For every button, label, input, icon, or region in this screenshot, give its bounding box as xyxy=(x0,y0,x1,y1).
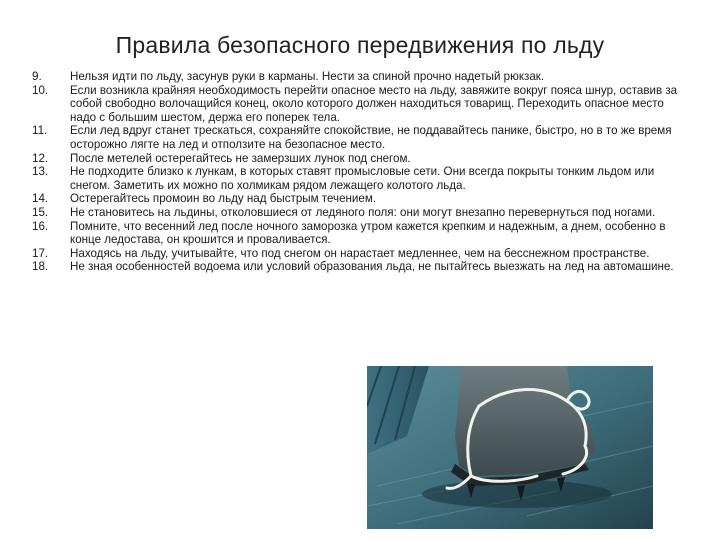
list-item xyxy=(32,70,687,84)
rule-text: Нельзя идти по льду, засунув руки в карманы. Нести за спиной прочно надетый рюкзак. xyxy=(70,70,545,83)
list-item xyxy=(32,247,687,261)
rule-number: 10. xyxy=(32,83,49,97)
rule-text: Находясь на льду, учитывайте, что под снегом он нарастает медленнее, чем на бесснежном пространстве. xyxy=(70,246,650,260)
rule-number: 11. xyxy=(32,124,48,138)
list-item xyxy=(32,192,687,206)
rule-number: 13. xyxy=(32,165,49,179)
rule-number: 15. xyxy=(32,205,49,219)
rule-number: 18. xyxy=(32,260,49,274)
list-item xyxy=(32,124,687,151)
list-item xyxy=(32,220,687,247)
boot-on-ice-photo xyxy=(367,366,653,529)
list-item xyxy=(32,165,687,192)
rule-number: 17. xyxy=(32,246,49,260)
list-item xyxy=(32,84,687,125)
rule-text: Не подходите близко к лункам, в которых ставят промысловые сети. Они всегда покрыты тонким льдом или снегом. Заметить их можно по холмикам рядом лежащего колотого льда. xyxy=(70,165,655,192)
list-item xyxy=(32,260,687,274)
rule-number: 9. xyxy=(32,70,42,83)
rule-text: Если лед вдруг станет трескаться, сохраняйте спокойствие, не поддавайтесь панике, быстро, но в то же время осторожно лягте на лед и отползите на безопасное место. xyxy=(70,124,672,151)
rule-text: Остерегайтесь промоин во льду над быстрым течением. xyxy=(70,192,377,206)
rule-text: Если возникла крайняя необходимость перейти опасное место на льду, завяжите вокруг пояса шнур, оставив за собой свободно волочащийся конец, около которого должен находиться товарищ. Переходить опасное место надо с большим шестом, держа его поперек тела. xyxy=(70,83,678,124)
photo-illustration xyxy=(367,366,653,529)
page-title: Правила безопасного передвижения по льду xyxy=(115,32,605,58)
rule-text: После метелей остерегайтесь не замерзших лунок под снегом. xyxy=(70,151,411,165)
rule-number: 12. xyxy=(32,151,49,165)
rule-text: Не зная особенностей водоема или условий образования льда, не пытайтесь выезжать на лед на автомашине. xyxy=(70,260,674,274)
rule-number: 16. xyxy=(32,219,49,233)
rule-number: 14. xyxy=(32,192,49,206)
rules-list xyxy=(32,70,687,274)
rule-text: Не становитесь на льдины, отколовшиеся от ледяного поля: они могут внезапно перевернуться под ногами. xyxy=(70,205,656,219)
list-item xyxy=(32,206,687,220)
rule-text: Помните, что весенний лед после ночного заморозка утром кажется крепким и надежным, а днем, особенно в конце ледостава, он крошится и проваливается. xyxy=(70,219,666,247)
list-item xyxy=(32,152,687,166)
